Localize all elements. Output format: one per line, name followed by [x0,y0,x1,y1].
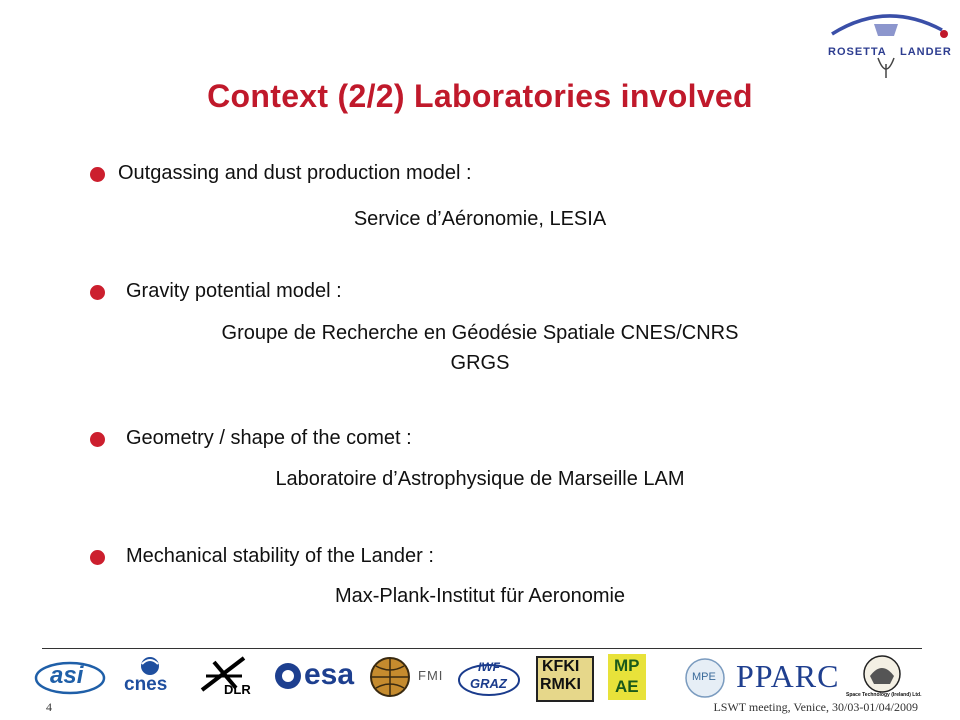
bullet-icon [90,550,105,565]
asi-logo [32,654,108,700]
kfki-logo-text-top: KFKI [542,658,580,675]
fmi-logo-text: FMI [418,668,444,683]
bullet-detail-geometry: Laboratoire d’Astrophysique de Marseille LAM [275,468,685,490]
bullet-detail-outgassing: Service d’Aéronomie, LESIA [353,208,607,230]
rosetta-lander-logo [818,4,954,80]
esa-logo [272,654,366,700]
fmi-logo [416,654,454,700]
cnes-logo-text: cnes [124,674,168,695]
rosetta-lander-emblem-icon [818,4,954,80]
logo-text-rosetta: ROSETTA [828,46,887,58]
logo-text-lander: LANDER [900,46,952,58]
mpe-logo-text: MPE [692,671,716,683]
bullet-label-geometry: Geometry / shape of the comet : [126,427,412,449]
meeting-info: LSWT meeting, Venice, 30/03-01/04/2009 [713,700,918,714]
bullet-label-gravity: Gravity potential model : [126,280,342,302]
bullet-detail-gravity-line1: Groupe de Recherche en Géodésie Spatiale CNES/CNRS [221,322,739,344]
bullet-label-outgassing: Outgassing and dust production model : [118,162,472,184]
cnes-logo [120,654,180,700]
pparc-logo-text: PPARC [736,658,840,694]
page-number: 4 [46,700,52,714]
iwf-graz-logo [454,654,524,700]
bullet-icon [90,167,105,182]
kfki-logo [536,654,592,700]
asi-logo-text: asi [50,662,84,689]
iwf-graz-logo-text-top: IWF [478,660,500,674]
esa-logo-text: esa [304,658,355,691]
globe-logo [368,654,412,700]
bullet-label-mechanical: Mechanical stability of the Lander : [126,545,434,567]
footer-divider [42,648,922,649]
bullet-detail-mechanical: Max-Plank-Institut für Aeronomie [334,585,626,607]
slide-title: Context (2/2) Laboratories involved [207,78,753,114]
mpae-logo-text-bottom: AE [615,677,639,696]
bullet-icon [90,432,105,447]
sti-logo-text: Space Technology (Ireland) Ltd. [846,692,922,698]
dlr-logo-text: DLR [224,682,251,697]
dlr-logo [196,654,264,700]
sti-logo [846,654,922,700]
bullet-icon [90,285,105,300]
pparc-logo [736,654,840,700]
mpae-logo [608,654,648,700]
mpe-logo [682,654,728,700]
iwf-graz-logo-text-bottom: GRAZ [470,676,507,691]
mpae-logo-text-top: MP [614,656,640,675]
kfki-logo-text-bottom: RMKI [540,676,581,693]
globe-icon [368,654,412,700]
bullet-detail-gravity-line2: GRGS [450,352,510,374]
